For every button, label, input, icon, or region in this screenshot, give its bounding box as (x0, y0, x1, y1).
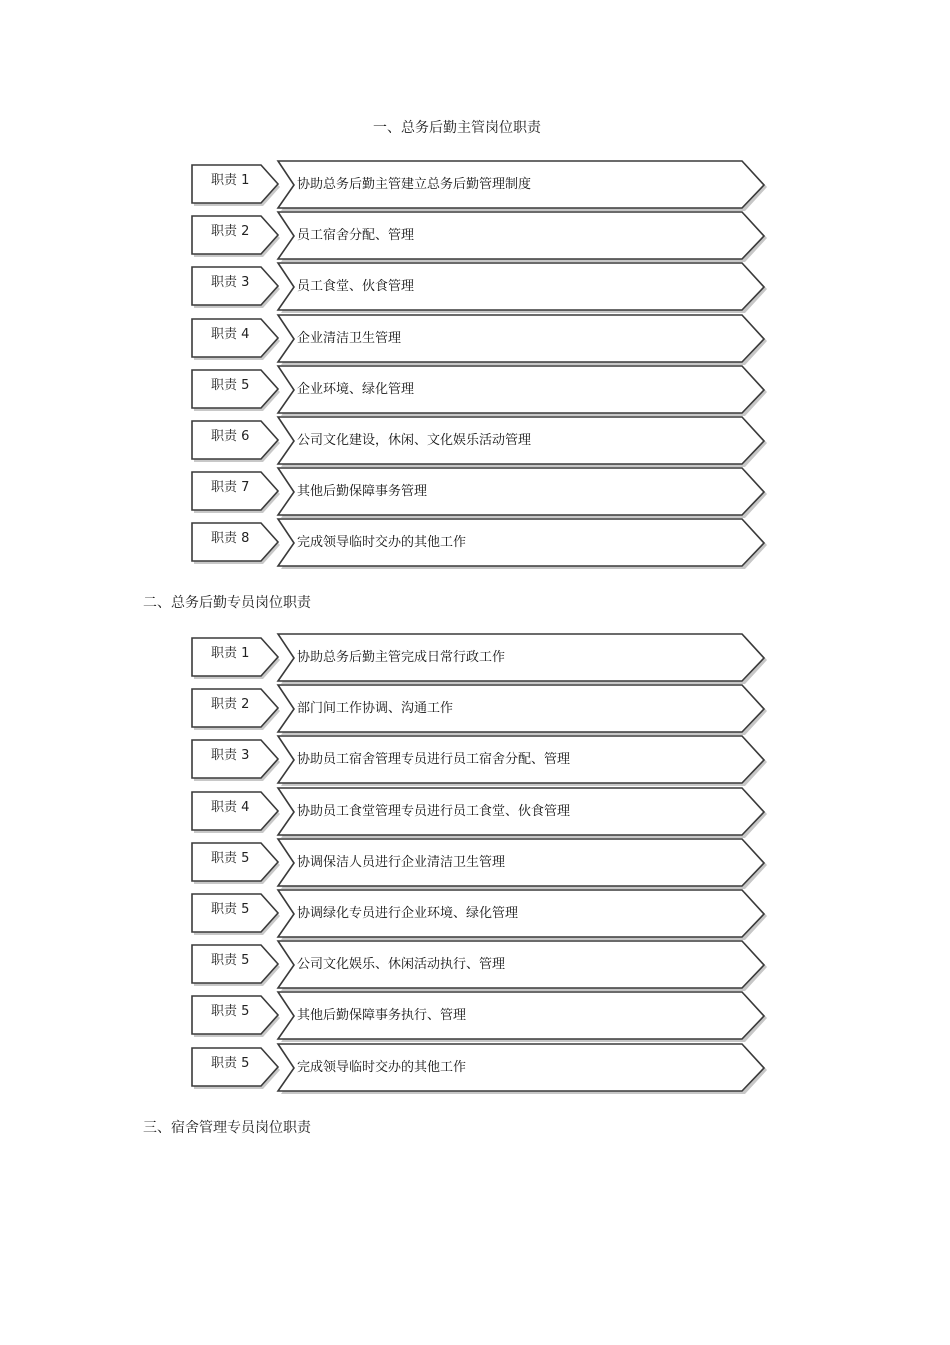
duty-row (185, 262, 775, 313)
duty-row-shapes (185, 314, 775, 364)
duty-row (185, 684, 775, 735)
duty-tag-label: 职责 5 (211, 901, 250, 917)
duty-row-shapes (185, 211, 775, 261)
duty-description: 协助总务后勤主管完成日常行政工作 (297, 650, 506, 665)
duty-tag-label: 职责 4 (211, 326, 250, 342)
duty-row (185, 940, 775, 991)
duty-row-shapes (185, 991, 775, 1041)
duty-row-shapes (185, 262, 775, 312)
section-2-duty-list (185, 633, 775, 1094)
duty-row (185, 365, 775, 416)
duty-row (185, 735, 775, 786)
duty-description: 其他后勤保障事务执行、管理 (297, 1008, 467, 1024)
duty-description: 协助员工宿舍管理专员进行员工宿舍分配、管理 (297, 752, 571, 768)
duty-row (185, 314, 775, 365)
duty-row (185, 633, 775, 684)
duty-description: 完成领导临时交办的其他工作 (297, 535, 467, 551)
duty-tag-label: 职责 5 (211, 953, 250, 969)
duty-row (185, 991, 775, 1042)
section-1-title: 一、总务后勤主管岗位职责 (373, 120, 541, 136)
section-1-duty-list (185, 160, 775, 570)
duty-tag-label: 职责 5 (211, 1004, 250, 1020)
duty-tag-label: 职责 5 (211, 850, 250, 866)
duty-row (185, 787, 775, 838)
duty-description: 协助员工食堂管理专员进行员工食堂、伙食管理 (297, 803, 571, 819)
duty-row-shapes (185, 467, 775, 517)
duty-description: 公司文化娱乐、休闲活动执行、管理 (297, 957, 506, 973)
duty-description: 企业环境、绿化管理 (297, 381, 415, 397)
duty-description: 员工宿舍分配、管理 (297, 228, 415, 244)
duty-row (185, 518, 775, 569)
duty-row-shapes (185, 518, 775, 568)
duty-tag-label: 职责 7 (211, 480, 250, 496)
duty-row (185, 416, 775, 467)
duty-description: 企业清洁卫生管理 (297, 330, 402, 346)
duty-tag-label: 职责 2 (211, 697, 250, 713)
duty-row (185, 889, 775, 940)
duty-tag-label: 职责 4 (211, 799, 250, 815)
duty-description: 其他后勤保障事务管理 (297, 484, 428, 500)
duty-description: 协助总务后勤主管建立总务后勤管理制度 (297, 177, 532, 192)
duty-tag-label: 职责 8 (211, 531, 250, 547)
duty-tag-label: 职责 1 (211, 646, 250, 661)
duty-row-shapes (185, 365, 775, 415)
duty-row-shapes (185, 684, 775, 734)
duty-tag-label: 职责 6 (211, 428, 250, 444)
duty-description: 完成领导临时交办的其他工作 (297, 1059, 467, 1075)
duty-tag-label: 职责 5 (211, 1055, 250, 1071)
duty-row (185, 1043, 775, 1094)
duty-description: 员工食堂、伙食管理 (297, 279, 415, 295)
duty-row-shapes (185, 1043, 775, 1093)
duty-description: 协调保洁人员进行企业清洁卫生管理 (297, 854, 506, 870)
duty-tag-label: 职责 3 (211, 748, 250, 764)
duty-row (185, 467, 775, 518)
duty-tag-label: 职责 2 (211, 224, 250, 240)
section-2-title: 二、总务后勤专员岗位职责 (143, 595, 311, 611)
duty-row (185, 838, 775, 889)
section-3-title: 三、宿舍管理专员岗位职责 (143, 1120, 311, 1136)
duty-description: 公司文化建设，休闲、文化娱乐活动管理 (297, 432, 532, 448)
duty-tag-label: 职责 5 (211, 377, 250, 393)
duty-tag-label: 职责 1 (211, 173, 250, 188)
duty-description: 协调绿化专员进行企业环境、绿化管理 (297, 905, 519, 921)
duty-description: 部门间工作协调、沟通工作 (297, 701, 454, 717)
duty-row (185, 160, 775, 211)
duty-tag-label: 职责 3 (211, 275, 250, 291)
duty-row (185, 211, 775, 262)
